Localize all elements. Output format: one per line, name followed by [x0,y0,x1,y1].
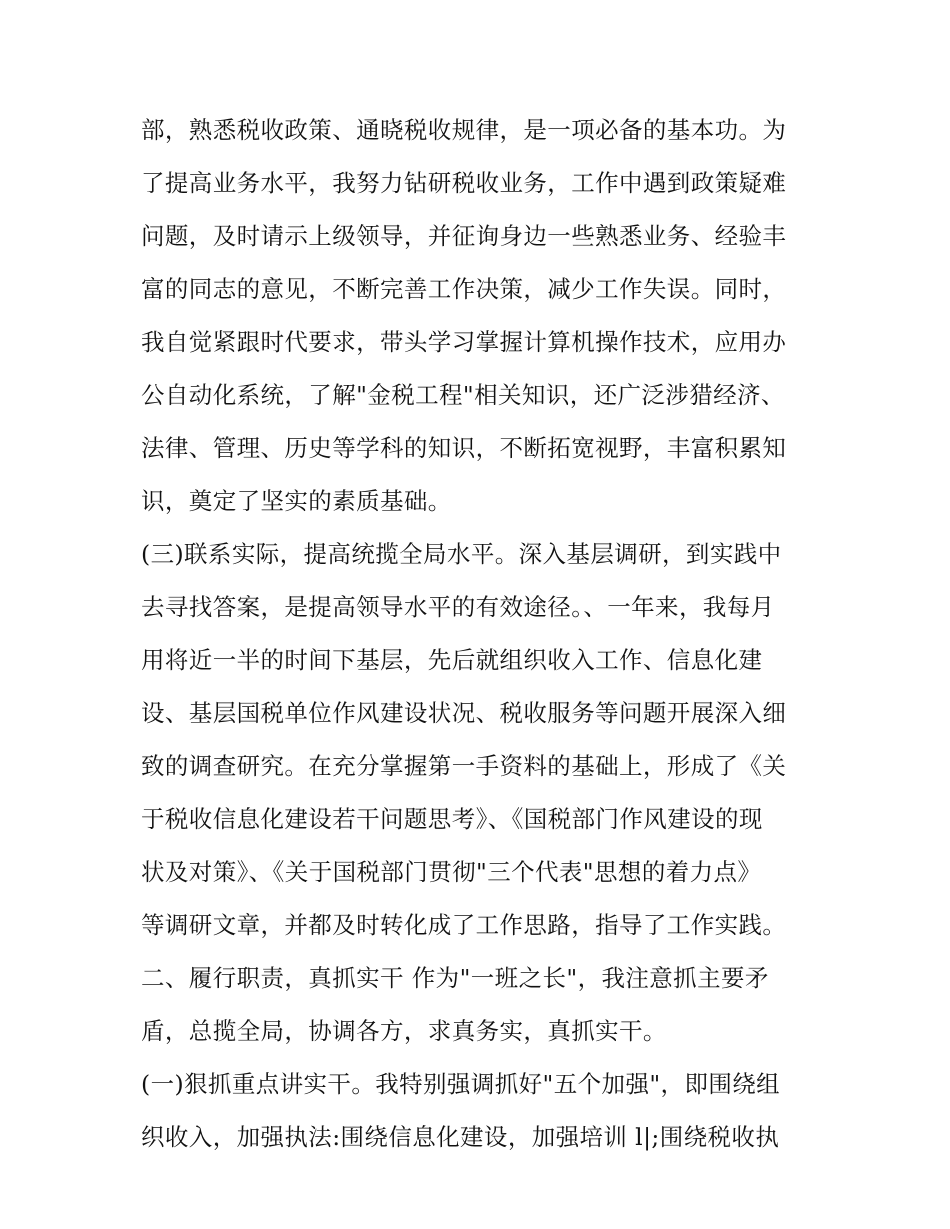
text-line: 盾，总揽全局，协调各方，求真务实，真抓实干。 [141,1017,667,1045]
section-heading-line: 二、履行职责，真抓实干 作为"一班之长"，我注意抓主要矛 [141,964,769,992]
text-line: 公自动化系统，了解"金税工程"相关知识，还广泛涉猎经济、 [141,381,785,409]
text-line: 富的同志的意见，不断完善工作决策，减少工作失误。同时， [141,275,787,303]
text-line: 织收入，加强执法:围绕信息化建设，加强培训 l|;围绕税收执 [141,1123,780,1151]
text-line: 问题，及时请示上级领导，并征询身边一些熟悉业务、经验丰 [141,222,787,250]
text-line: 法律、管理、历史等学科的知识，不断拓宽视野，丰富积累知 [141,434,787,462]
text-line: 致的调查研究。在充分掌握第一手资料的基础上，形成了《关 [141,752,787,780]
section-heading-line: (三)联系实际，提高统揽全局水平。深入基层调研，到实践中 [141,540,782,568]
text-line: 我自觉紧跟时代要求，带头学习掌握计算机操作技术，应用办 [141,328,787,356]
text-line: 识，奠定了坚实的素质基础。 [141,487,452,515]
text-line: 了提高业务水平，我努力钻研税收业务，工作中遇到政策疑难 [141,169,787,197]
text-line: 设、基层国税单位作风建设状况、税收服务等问题开展深入细 [141,699,787,727]
section-heading-line: (一)狠抓重点讲实干。我特别强调抓好"五个加强"，即围绕组 [141,1070,781,1098]
text-line: 用将近一半的时间下基层，先后就组织收入工作、信息化建 [141,646,763,674]
text-line: 于税收信息化建设若干问题思考》、《国税部门作风建设的现 [141,805,763,833]
body-text [141,104,821,1164]
text-line: 状及对策》、《关于国税部门贯彻"三个代表"思想的着力点》 [141,858,762,886]
text-line: 去寻找答案，是提高领导水平的有效途径。、一年来，我每月 [141,593,775,621]
text-line: 等调研文章，并都及时转化成了工作思路，指导了工作实践。 [141,911,787,939]
text-line: 部，熟悉税收政策、通晓税收规律，是一项必备的基本功。为 [141,116,787,144]
